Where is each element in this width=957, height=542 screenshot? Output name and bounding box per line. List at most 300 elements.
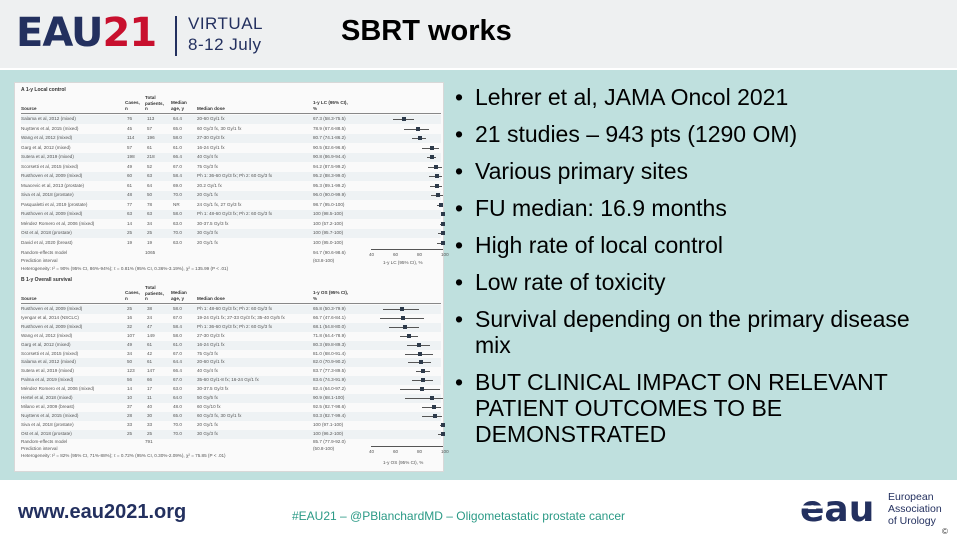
cell-age: 63.0 xyxy=(173,386,182,392)
point-estimate xyxy=(441,423,445,427)
col-lc: 1-y LC (95% CI), % xyxy=(313,100,348,111)
cell-source: Rusthoven et al, 2009 (mixed) xyxy=(21,306,83,311)
cell-total: 61 xyxy=(147,359,153,365)
cell-dose: Ph 1: 36-60 Gy/3 fx; Ph 2: 60 Gy/3 fx xyxy=(197,323,273,329)
table-row xyxy=(21,367,441,376)
point-estimate xyxy=(407,334,411,338)
cell-ci: 68.1 (54.8-80.0) xyxy=(313,323,346,329)
cell-ci: 100 (96.2-100) xyxy=(313,430,344,436)
table-row xyxy=(21,305,441,314)
cell-total: 24 xyxy=(147,314,153,320)
cell-dose: 40 Gy/4 fx xyxy=(197,368,218,374)
cell-dose: 20 Gy/1 fx xyxy=(197,421,218,427)
cell-total: 40 xyxy=(147,403,153,409)
cell-age: 64.0 xyxy=(173,395,182,400)
cell-dose: 16-24 Gy/1 fx xyxy=(197,341,225,347)
lc-summary-total: 1065 xyxy=(145,250,156,255)
table-row xyxy=(21,412,441,421)
cell-dose: Ph 1: 36-60 Gy/3 fx; Ph 2: 60 Gy/3 fx xyxy=(197,173,273,178)
cell-cases: 48 xyxy=(127,192,133,197)
cell-source: Muacevic et al, 2013 (prostate) xyxy=(21,182,85,188)
table-row xyxy=(21,210,441,219)
cell-age: 67.0 xyxy=(173,314,182,320)
bullet-item: • Survival depending on the primary disease mix xyxy=(455,306,935,358)
cell-total: 47 xyxy=(147,323,153,329)
lc-axis-title: 1-y LC (95% CI), % xyxy=(383,260,423,265)
cell-age: 61.0 xyxy=(173,144,182,150)
cell-dose: 20 Gy/1 fx xyxy=(197,239,218,245)
cell-cases: 34 xyxy=(127,350,133,356)
cell-total: 30 xyxy=(147,412,153,418)
org-name-line3: of Urology xyxy=(888,515,936,527)
eau-logo-text: eau xyxy=(800,489,875,530)
point-estimate xyxy=(432,405,436,409)
cell-age: 63.0 xyxy=(173,239,182,245)
table-row xyxy=(21,172,441,181)
cell-source: Salama et al, 2012 (mixed) xyxy=(21,359,76,365)
point-estimate xyxy=(419,360,423,364)
cell-age: 64.4 xyxy=(173,116,182,121)
point-estimate xyxy=(418,136,422,140)
cell-ci: 90.8 (86.9-94.4) xyxy=(313,154,346,159)
table-row xyxy=(21,134,441,143)
cell-cases: 77 xyxy=(127,201,133,207)
cell-total: 17 xyxy=(147,386,153,392)
cell-dose: 60 Gy/3 fx, 30 Gy/1 fx xyxy=(197,412,242,418)
point-estimate xyxy=(421,369,425,373)
cell-ci: 82.0 (70.9-90.2) xyxy=(313,359,346,365)
point-estimate xyxy=(435,174,439,178)
cell-cases: 63 xyxy=(127,211,133,216)
cell-total: 113 xyxy=(147,116,155,121)
cell-source: David et al, 2020 (breast) xyxy=(21,239,73,245)
cell-cases: 37 xyxy=(127,403,133,409)
cell-age: 67.0 xyxy=(173,350,182,356)
bullet-item: • Low rate of toxicity xyxy=(455,269,935,295)
point-estimate xyxy=(402,117,406,121)
lc-summary-model: Random-effects model xyxy=(21,250,68,255)
table-row xyxy=(21,144,441,153)
logo-eau-text: EAU xyxy=(16,10,103,56)
cell-ci: 92.5 (82.7-98.6) xyxy=(313,403,346,409)
cell-ci: 65.8 (50.3-79.9) xyxy=(313,306,346,311)
os-summary-ci: 85.7 (77.9-92.0) xyxy=(313,439,346,444)
cell-age: 66.4 xyxy=(173,154,182,159)
cell-age: 66.4 xyxy=(173,368,182,374)
bullet-item: • Various primary sites xyxy=(455,158,935,184)
cell-source: Méndez Romero et al, 2006 (mixed) xyxy=(21,386,95,392)
cell-dose: 27-30 Gy/3 fx xyxy=(197,332,225,338)
cell-age: 58.0 xyxy=(173,135,182,140)
point-estimate xyxy=(418,352,422,356)
cell-total: 34 xyxy=(147,220,153,226)
cell-cases: 14 xyxy=(127,220,133,226)
cell-dose: 16-24 Gy/1 fx xyxy=(197,144,225,150)
cell-dose: 20.2 Gy/1 fx xyxy=(197,182,222,188)
cell-ci: 96.0 (90.0-99.9) xyxy=(313,192,346,197)
table-row xyxy=(21,341,441,350)
cell-source: Nuyttens et al, 2015 (mixed) xyxy=(21,125,79,131)
logo-divider xyxy=(175,16,177,56)
os-summary-model: Random-effects model xyxy=(21,439,68,444)
org-name-line1: European xyxy=(888,491,934,503)
table-row xyxy=(21,229,441,238)
cell-cases: 76 xyxy=(127,116,133,121)
axis-tick-label: 80 xyxy=(417,252,423,257)
os-axis xyxy=(371,446,443,447)
cell-source: Wang et al, 2012 (mixed) xyxy=(21,135,73,140)
point-estimate xyxy=(441,212,445,216)
table-row xyxy=(21,394,441,403)
cell-source: Scorsetti et al, 2015 (mixed) xyxy=(21,163,79,169)
col-median-dose: Median dose xyxy=(197,106,225,111)
table-row xyxy=(21,358,441,367)
cell-cases: 28 xyxy=(127,412,133,418)
cell-cases: 25 xyxy=(127,430,133,436)
cell-age: 58.4 xyxy=(173,323,182,329)
point-estimate xyxy=(435,184,439,188)
cell-age: 58.4 xyxy=(173,173,182,178)
cell-total: 25 xyxy=(147,430,153,436)
cell-source: Palma et al, 2019 (mixed) xyxy=(21,377,74,383)
cell-cases: 49 xyxy=(127,341,133,347)
bullet-item: • 21 studies – 943 pts (1290 OM) xyxy=(455,121,935,147)
cell-dose: 19-24 Gy/1 fx; 27-33 Gy/3 fx; 35-40 Gy/5 fx xyxy=(197,314,285,320)
axis-tick-label: 60 xyxy=(393,252,399,257)
slide-title: SBRT works xyxy=(341,15,512,47)
axis-tick-label: 80 xyxy=(417,449,423,454)
cell-cases: 19 xyxy=(127,239,133,245)
os-summary-total: 791 xyxy=(145,439,153,444)
cell-source: Wang et al, 2012 (mixed) xyxy=(21,332,73,338)
cell-ci: 95.3 (89.1-99.2) xyxy=(313,182,346,188)
cell-source: Nuyttens et al, 2015 (mixed) xyxy=(21,412,79,418)
cell-dose: 20-60 Gy/1 fx xyxy=(197,359,225,365)
table-row xyxy=(21,323,441,332)
cell-cases: 45 xyxy=(127,125,133,131)
cell-cases: 49 xyxy=(127,163,133,169)
cell-source: Ost et al, 2018 (prostate) xyxy=(21,230,72,235)
point-estimate xyxy=(417,343,421,347)
cell-ci: 81.0 (68.0-91.4) xyxy=(313,350,346,356)
cell-age: 70.0 xyxy=(173,430,182,436)
cell-ci: 71.8 (64.4-78.9) xyxy=(313,332,346,338)
cell-age: 65.0 xyxy=(173,412,182,418)
cell-source: Garg et al, 2012 (mixed) xyxy=(21,341,71,347)
cell-age: 70.0 xyxy=(173,230,182,235)
cell-ci: 80.3 (69.8-89.3) xyxy=(313,341,346,347)
cell-ci: 80.7 (74.1-86.2) xyxy=(313,135,346,140)
logo-number: 21 xyxy=(102,10,157,56)
cell-dose: 30 Gy/3 fx xyxy=(197,430,218,436)
axis-tick-label: 100 xyxy=(441,252,449,257)
col-source-b: Source xyxy=(21,296,37,301)
cell-cases: 60 xyxy=(127,173,133,178)
cell-age: 70.0 xyxy=(173,421,182,427)
org-name-line2: Association xyxy=(888,503,942,515)
table-row xyxy=(21,201,441,210)
table-row xyxy=(21,220,441,229)
cell-total: 57 xyxy=(147,125,153,131)
cell-cases: 123 xyxy=(127,368,135,374)
cell-total: 19 xyxy=(147,239,153,245)
cell-cases: 25 xyxy=(127,230,133,235)
bullet-item: • FU median: 16.9 months xyxy=(455,195,935,221)
os-prediction-ci: (50.8-100) xyxy=(313,446,335,451)
cell-dose: 20 Gy/1 fx xyxy=(197,192,218,197)
point-estimate xyxy=(430,146,434,150)
point-estimate xyxy=(433,414,437,418)
panel-b-header xyxy=(21,285,441,304)
cell-dose: 30-37.5 Gy/3 fx xyxy=(197,220,229,226)
axis-tick-label: 40 xyxy=(369,252,375,257)
cell-age: 63.0 xyxy=(173,220,182,226)
axis-tick-label: 60 xyxy=(393,449,399,454)
table-row xyxy=(21,376,441,385)
cell-ci: 83.7 (77.3-89.5) xyxy=(313,368,346,374)
cell-source: Pasqualetti et al, 2019 (prostate) xyxy=(21,201,88,207)
cell-ci: 100 (98.5-100) xyxy=(313,211,344,216)
col-median-age: Median age, y xyxy=(171,100,187,111)
cell-age: 58.0 xyxy=(173,306,182,311)
point-estimate xyxy=(430,155,434,159)
copyright-mark: © xyxy=(942,527,948,536)
cell-ci: 95.2 (88.3-99.0) xyxy=(313,173,346,178)
cell-cases: 50 xyxy=(127,359,133,365)
cell-total: 25 xyxy=(147,230,153,235)
cell-dose: 30 Gy/3 fx xyxy=(197,230,218,235)
table-row xyxy=(21,153,441,162)
cell-ci: 94.2 (87.5-99.2) xyxy=(313,163,346,169)
table-row xyxy=(21,421,441,430)
cell-total: 63 xyxy=(147,211,153,216)
cell-dose: 27-30 Gy/3 fx xyxy=(197,135,225,140)
cell-cases: 61 xyxy=(127,182,133,188)
cell-total: 149 xyxy=(147,332,155,338)
cell-age: 67.0 xyxy=(173,163,182,169)
event-date: 8-12 July xyxy=(188,35,262,54)
slide-header xyxy=(0,0,957,68)
cell-ci: 100 (97.1-100) xyxy=(313,421,344,427)
cell-source: Méndez Romero et al, 2006 (mixed) xyxy=(21,220,95,226)
ci-line xyxy=(405,398,443,399)
bullet-item: • Lehrer et al, JAMA Oncol 2021 xyxy=(455,84,935,110)
cell-ci: 100 (57.2-100) xyxy=(313,220,344,226)
cell-total: 38 xyxy=(147,306,153,311)
cell-source: Siva et al, 2018 (prostate) xyxy=(21,421,74,427)
col-cases: Cases, n xyxy=(125,100,140,111)
cell-dose: 75 Gy/3 fx xyxy=(197,163,218,169)
cell-cases: 10 xyxy=(127,395,133,400)
cell-cases: 57 xyxy=(127,144,133,150)
lc-axis xyxy=(371,249,443,250)
point-estimate xyxy=(403,325,407,329)
event-info xyxy=(188,13,263,55)
cell-dose: 60 Gy/10 fx xyxy=(197,403,221,409)
table-row xyxy=(21,314,441,323)
cell-dose: 24 Gy/1 fx, 27 Gy/3 fx xyxy=(197,201,242,207)
point-estimate xyxy=(434,165,438,169)
cell-ci: 82.4 (64.0-97.2) xyxy=(313,386,346,392)
cell-source: Siva et al, 2018 (prostate) xyxy=(21,192,74,197)
point-estimate xyxy=(439,203,443,207)
cell-ci: 83.6 (74.3-91.9) xyxy=(313,377,346,383)
panel-a-label: A 1-y Local control xyxy=(21,87,66,93)
cell-source: Hertel et al, 2018 (mixed) xyxy=(21,395,73,400)
cell-total: 61 xyxy=(147,144,153,150)
cell-age: 64.4 xyxy=(173,359,182,365)
col-total-b: Total patients, n xyxy=(145,285,164,301)
event-virtual-label: VIRTUAL xyxy=(188,14,263,33)
cell-dose: 35-60 Gy/1-8 fx; 16-24 Gy/1 fx xyxy=(197,377,259,383)
lc-heterogeneity: Heterogeneity: I² = 90% (95% CI, 86%-94%); τ = 0.81% (95% CI, 0.36%-3.19%), χ² = 135.99 (P < .01) xyxy=(21,266,229,271)
cell-total: 52 xyxy=(147,163,153,169)
point-estimate xyxy=(401,316,405,320)
cell-ci: 100 (95.0-100) xyxy=(313,239,344,245)
cell-cases: 14 xyxy=(127,386,133,392)
cell-source: Garg et al, 2012 (mixed) xyxy=(21,144,71,150)
os-axis-title: 1-y OS (95% CI), % xyxy=(383,460,424,465)
org-name xyxy=(888,491,942,527)
footer-hashtag: #EAU21 – @PBlanchardMD – Oligometastatic prostate cancer xyxy=(292,509,626,523)
cell-total: 11 xyxy=(147,395,152,400)
point-estimate xyxy=(441,222,445,226)
col-source: Source xyxy=(21,106,37,111)
cell-age: 67.0 xyxy=(173,377,182,383)
table-row xyxy=(21,332,441,341)
cell-source: Rusthoven et al, 2009 (mixed) xyxy=(21,323,83,329)
cell-total: 196 xyxy=(147,135,155,140)
cell-cases: 107 xyxy=(127,332,135,338)
cell-total: 50 xyxy=(147,192,153,197)
table-row xyxy=(21,125,441,134)
eau21-logo xyxy=(16,10,156,56)
cell-total: 63 xyxy=(147,173,153,178)
table-row xyxy=(21,403,441,412)
bullet-item: • High rate of local control xyxy=(455,232,935,258)
cell-dose: Ph 1: 48-60 Gy/3 fx; Ph 2: 60 Gy/3 fx xyxy=(197,211,273,216)
os-prediction-label: Prediction interval xyxy=(21,446,58,451)
panel-b-label: B 1-y Overall survival xyxy=(21,277,72,283)
cell-ci: 66.7 (47.6-84.1) xyxy=(313,314,346,320)
point-estimate xyxy=(420,387,424,391)
point-estimate xyxy=(441,241,445,245)
cell-total: 33 xyxy=(147,421,153,427)
forest-plot-figure xyxy=(14,82,449,472)
eau-logo-icon xyxy=(800,488,882,528)
cell-source: Milano et al, 2009 (breast) xyxy=(21,403,75,409)
bullet-list xyxy=(455,84,935,458)
os-heterogeneity-row xyxy=(21,452,441,461)
axis-tick-label: 40 xyxy=(369,449,375,454)
lc-prediction-ci: (63.8-100) xyxy=(313,258,335,263)
cell-age: NR xyxy=(173,201,180,207)
cell-dose: 75 Gy/3 fx xyxy=(197,350,218,356)
point-estimate xyxy=(436,193,440,197)
lc-heterogeneity-row xyxy=(21,265,441,274)
col-cases-b: Cases, n xyxy=(125,290,140,301)
cell-ci: 90.5 (82.6-96.8) xyxy=(313,144,346,150)
cell-total: 66 xyxy=(147,377,153,383)
cell-source: Sutera et al, 2019 (mixed) xyxy=(21,368,74,374)
cell-source: Rusthoven et al, 2009 (mixed) xyxy=(21,173,83,178)
cell-source: Iyengar et al, 2014 (NSCLC) xyxy=(21,314,79,320)
cell-age: 58.0 xyxy=(173,332,182,338)
point-estimate xyxy=(421,378,425,382)
cell-ci: 100 (95.7-100) xyxy=(313,230,344,235)
cell-source: Ost et al, 2018 (prostate) xyxy=(21,430,72,436)
cell-source: Salama et al, 2012 (mixed) xyxy=(21,116,76,121)
cell-cases: 16 xyxy=(127,314,133,320)
cell-dose: 60 Gy/3 fx, 30 Gy/1 fx xyxy=(197,125,242,131)
os-heterogeneity: Heterogeneity: I² = 82% (95% CI, 71%-88%); τ = 0.72% (95% CI, 0.30%-2.09%), χ² = 75.85 (P < .01) xyxy=(21,453,226,458)
cell-age: 65.0 xyxy=(173,125,182,131)
lc-prediction-label: Prediction interval xyxy=(21,258,58,263)
table-row xyxy=(21,350,441,359)
cell-total: 61 xyxy=(147,341,153,347)
cell-age: 70.0 xyxy=(173,192,182,197)
cell-dose: 50 Gy/5 fx xyxy=(197,395,218,400)
col-os: 1-y OS (95% CI), % xyxy=(313,290,349,301)
col-median-dose-b: Median dose xyxy=(197,296,225,301)
cell-dose: 20-60 Gy/1 fx xyxy=(197,116,225,121)
bullet-item: • BUT CLINICAL IMPACT ON RELEVANT PATIENT OUTCOMES TO BE DEMONSTRATED xyxy=(455,369,935,447)
cell-source: Rusthoven et al, 2009 (mixed) xyxy=(21,211,83,216)
cell-cases: 56 xyxy=(127,377,133,383)
cell-cases: 32 xyxy=(127,323,133,329)
cell-source: Scorsetti et al, 2015 (mixed) xyxy=(21,350,79,356)
cell-total: 64 xyxy=(147,182,153,188)
cell-dose: Ph 1: 48-60 Gy/3 fx; Ph 2: 60 Gy/3 fx xyxy=(197,306,273,311)
table-row xyxy=(21,115,441,124)
lc-summary-ci: 94.7 (90.6-98.6) xyxy=(313,250,346,255)
cell-age: 61.0 xyxy=(173,341,182,347)
table-row xyxy=(21,385,441,394)
point-estimate xyxy=(430,396,434,400)
panel-a-header xyxy=(21,95,441,114)
cell-total: 218 xyxy=(147,154,155,159)
point-estimate xyxy=(441,432,445,436)
cell-age: 48.0 xyxy=(173,403,182,409)
cell-cases: 198 xyxy=(127,154,135,159)
cell-dose: 30-37.5 Gy/3 fx xyxy=(197,386,229,392)
footer-url[interactable]: www.eau2021.org xyxy=(18,501,187,523)
cell-cases: 114 xyxy=(127,135,135,140)
cell-ci: 90.9 (68.1-100) xyxy=(313,395,345,400)
cell-ci: 78.9 (67.6-88.5) xyxy=(313,125,346,131)
cell-age: 58.0 xyxy=(173,211,182,216)
point-estimate xyxy=(441,231,445,235)
cell-ci: 98.7 (95.0-100) xyxy=(313,201,345,207)
table-row xyxy=(21,163,441,172)
table-row xyxy=(21,182,441,191)
table-row xyxy=(21,239,441,248)
cell-ci: 67.3 (58.3-75.5) xyxy=(313,116,346,121)
cell-age: 69.0 xyxy=(173,182,182,188)
cell-total: 147 xyxy=(147,368,155,374)
axis-tick-label: 100 xyxy=(441,449,449,454)
cell-source: Sutera et al, 2019 (mixed) xyxy=(21,154,74,159)
cell-total: 42 xyxy=(147,350,153,356)
table-row xyxy=(21,191,441,200)
cell-dose: 40 Gy/4 fx xyxy=(197,154,218,159)
cell-ci: 93.3 (82.7-99.4) xyxy=(313,412,346,418)
point-estimate xyxy=(416,127,420,131)
cell-cases: 25 xyxy=(127,306,133,311)
point-estimate xyxy=(400,307,404,311)
col-median-age-b: Median age, y xyxy=(171,290,187,301)
cell-total: 78 xyxy=(147,201,153,207)
